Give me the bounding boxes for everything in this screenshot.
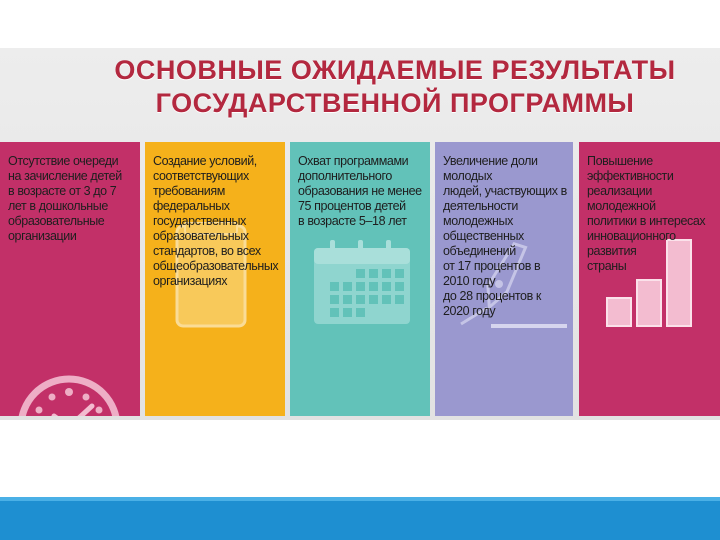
calendar-icon bbox=[312, 240, 412, 326]
title-line-1: ОСНОВНЫЕ ОЖИДАЕМЫЕ РЕЗУЛЬТАТЫ bbox=[114, 55, 676, 85]
footer-bar bbox=[0, 497, 720, 540]
card-text: Охват программами дополнительного образования не менее 75 процентов детей в возрасте 5–18 лет bbox=[298, 154, 422, 228]
result-card-standards bbox=[145, 142, 285, 416]
card-text: Создание условий, соответствующих требованиям федеральных государственных образовательных стандартов, во всех общеобразовательных организациях bbox=[153, 154, 279, 288]
result-card-extra-education bbox=[290, 142, 430, 416]
card-text: Отсутствие очереди на зачисление детей в возрасте от 3 до 7 лет в дошкольные образовательные организации bbox=[8, 154, 122, 243]
top-margin bbox=[0, 0, 720, 48]
page-title bbox=[0, 54, 720, 120]
clock-icon bbox=[14, 372, 124, 416]
card-text: Повышение эффективности реализации молодежной политики в интересах инновационного развития страны bbox=[587, 154, 706, 273]
result-card-youth-participation bbox=[435, 142, 573, 416]
card-text: Увеличение доли молодых людей, участвующих в деятельности молодежных общественных объединений от 17 процентов в 2010 году до 28 процентов к 2020 году bbox=[443, 154, 567, 318]
title-line-2: ГОСУДАРСТВЕННОЙ ПРОГРАММЫ bbox=[155, 88, 635, 118]
result-card-youth-policy bbox=[579, 142, 720, 416]
result-card-preschool bbox=[0, 142, 140, 416]
